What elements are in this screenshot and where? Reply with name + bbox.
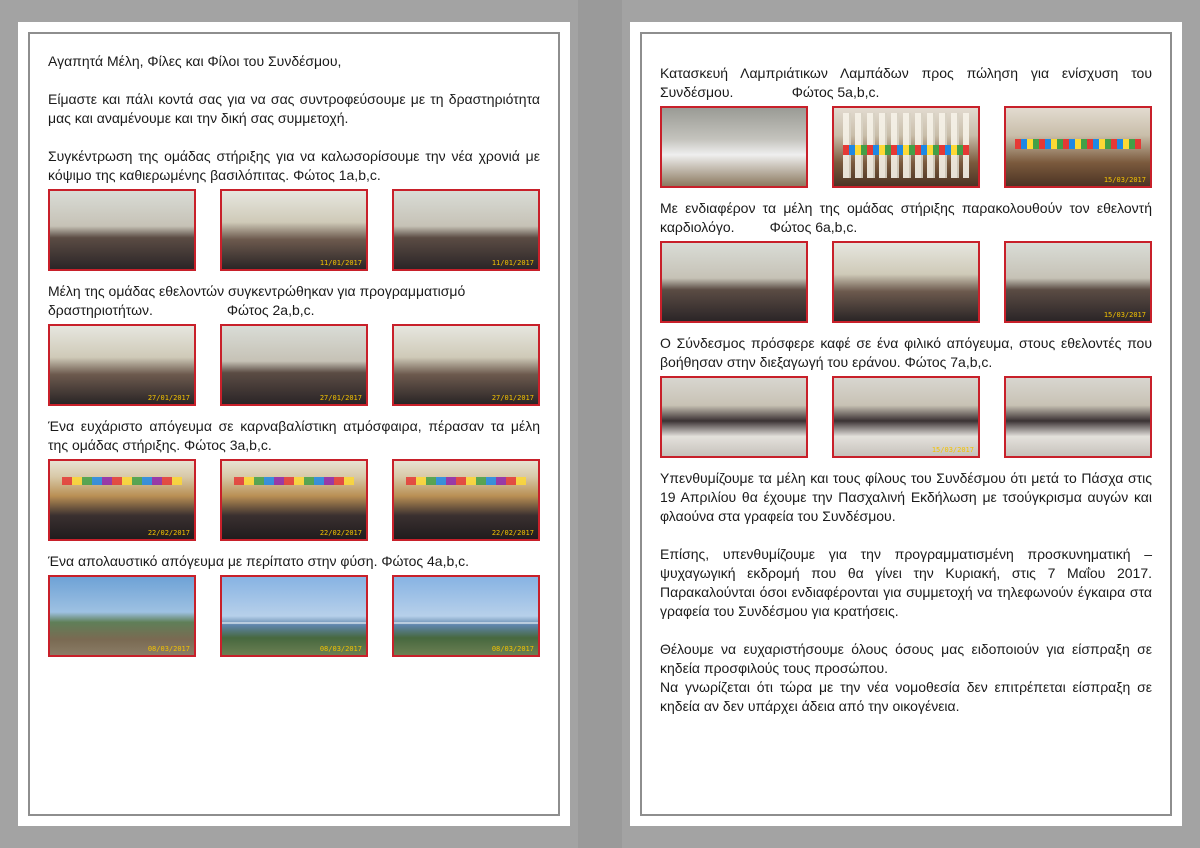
section-4-text: Ένα απολαυστικό απόγευμα με περίπατο στην φύση. Φώτος 4a,b,c. [48, 553, 470, 569]
photo-date: 15/03/2017 [1103, 311, 1146, 319]
photo-date: 08/03/2017 [147, 645, 190, 653]
photo-row-5 [660, 106, 1152, 188]
photo-3c [392, 459, 540, 541]
photo-date: 08/03/2017 [491, 645, 534, 653]
photo-4c [392, 575, 540, 657]
photo-date: 11/01/2017 [319, 259, 362, 267]
photo-date: 27/01/2017 [147, 394, 190, 402]
notice-paragraph: Να γνωρίζεται ότι τώρα με την νέα νομοθεσία δεν επιτρέπεται είσπραξη σε κηδεία αν δεν υπάρχει άδεια από την οικογένεια. [660, 679, 1152, 714]
photo-2b [220, 324, 368, 406]
photo-5a [660, 106, 808, 188]
photo-7b [832, 376, 980, 458]
intro-paragraph: Είμαστε και πάλι κοντά σας για να σας συντροφεύσουμε με τη δραστηριότητα μας και αναμένουμε και την δική σας συμμετοχή. [48, 91, 540, 126]
photo-5c [1004, 106, 1152, 188]
photo-1a [48, 189, 196, 271]
photo-row-1 [48, 189, 540, 271]
photo-date: 22/02/2017 [147, 529, 190, 537]
section-3-text: Ένα ευχάριστο απόγευμα σε καρναβαλίστικη ατμόσφαιρα, πέρασαν τα μέλη της ομάδας στήριξης. Φώτος 3a,b,c. [48, 418, 540, 453]
photo-row-7 [660, 376, 1152, 458]
photo-6a [660, 241, 808, 323]
photo-date: 22/02/2017 [491, 529, 534, 537]
easter-reminder: Υπενθυμίζουμε τα μέλη και τους φίλους του Συνδέσμου ότι μετά το Πάσχα στις 19 Απριλίου θα έχουμε την Πασχαλινή Εκδήλωση με τσούγκρισμα αυγών και φλαούνα στα γραφεία του Συνδέσμου. [660, 470, 1152, 524]
page-spine [578, 0, 622, 848]
photo-row-4 [48, 575, 540, 657]
photo-date: 22/02/2017 [319, 529, 362, 537]
section-2-text: Μέλη της ομάδας εθελοντών συγκεντρώθηκαν για προγραμματισμό δραστηριοτήτων. Φώτος 2a,b,c. [48, 283, 470, 318]
photo-1b [220, 189, 368, 271]
photo-5b [832, 106, 980, 188]
thanks-paragraph: Θέλουμε να ευχαριστήσουμε όλους όσους μας ειδοποιούν για είσπραξη σε κηδεία προσφιλούς τους προσώπου. [660, 641, 1152, 676]
section-1-text: Συγκέντρωση της ομάδας στήριξης για να καλωσορίσουμε την νέα χρονιά με κόψιμο της καθιερωμένης βασιλόπιτας. Φώτος 1a,b,c. [48, 148, 540, 183]
photo-7c [1004, 376, 1152, 458]
photo-3b [220, 459, 368, 541]
photo-7a [660, 376, 808, 458]
photo-date: 27/01/2017 [319, 394, 362, 402]
photo-4b [220, 575, 368, 657]
left-page-content [48, 52, 540, 668]
photo-2a [48, 324, 196, 406]
photo-row-2 [48, 324, 540, 406]
section-5-text: Κατασκευή Λαμπριάτικων Λαμπάδων προς πώληση για ενίσχυση του Συνδέσμου. Φώτος 5a,b,c. [660, 65, 1156, 100]
photo-2c [392, 324, 540, 406]
photo-date: 15/03/2017 [931, 446, 974, 454]
right-page-content [660, 64, 1156, 716]
photo-date: 08/03/2017 [319, 645, 362, 653]
section-7-text: Ο Σύνδεσμος πρόσφερε καφέ σε ένα φιλικό απόγευμα, στους εθελοντές που βοήθησαν στην διεξαγωγή του εράνου. Φώτος 7a,b,c. [660, 335, 1152, 370]
photo-date: 27/01/2017 [491, 394, 534, 402]
greeting: Αγαπητά Μέλη, Φίλες και Φίλοι του Συνδέσμου, [48, 53, 342, 69]
photo-6c [1004, 241, 1152, 323]
right-page [630, 22, 1182, 826]
photo-date: 11/01/2017 [491, 259, 534, 267]
photo-date: 15/03/2017 [1103, 176, 1146, 184]
photo-row-6 [660, 241, 1152, 323]
photo-6b [832, 241, 980, 323]
trip-reminder: Επίσης, υπενθυμίζουμε για την προγραμματισμένη προσκυνηματική – ψυχαγωγική εκδρομή που θα γίνει την Κυριακή, στις 7 Μαΐου 2017. Παρακαλούνται όσοι ενδιαφέρονται για συμμετοχή να τηλεφωνούν έγκαιρα στα γραφεία του Συνδέσμου για κρατήσεις. [660, 546, 1152, 619]
photo-1c [392, 189, 540, 271]
photo-4a [48, 575, 196, 657]
section-6-text: Με ενδιαφέρον τα μέλη της ομάδας στήριξης παρακολουθούν τον εθελοντή καρδιολόγο. Φώτος 6a,b,c. [660, 200, 1156, 235]
left-page [18, 22, 570, 826]
photo-row-3 [48, 459, 540, 541]
photo-3a [48, 459, 196, 541]
